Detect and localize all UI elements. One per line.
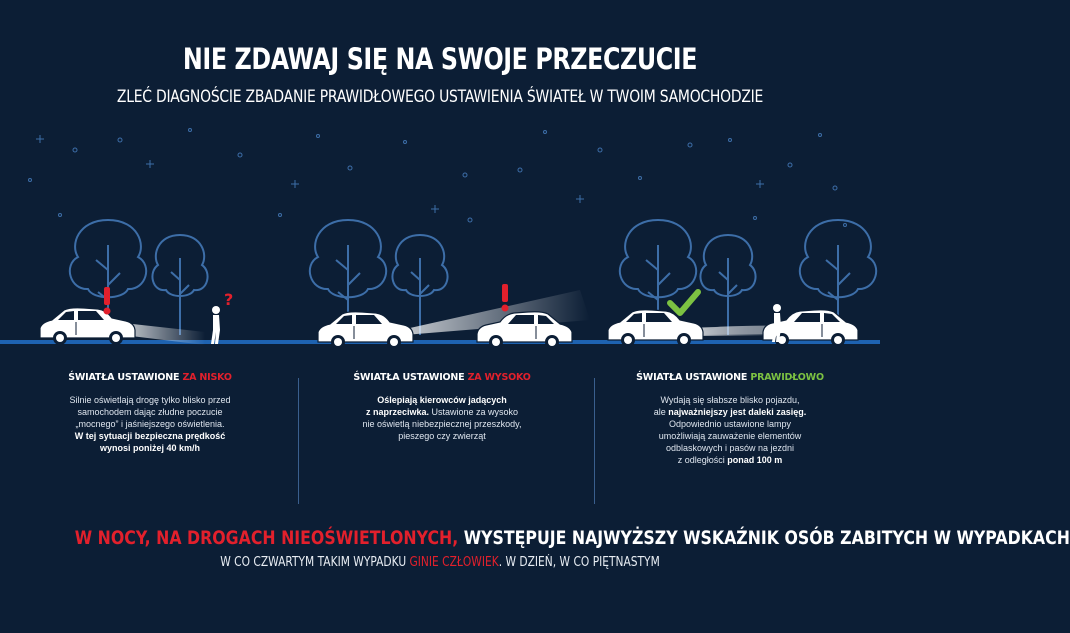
- column-heading: ŚWIATŁA USTAWIONE ZA NISKO: [68, 372, 232, 383]
- column-text: Wydają się słabsze blisko pojazdu, ale najważniejszy jest daleki zasięg. Odpowiednio ustawione lampy umożliwiają zauważenie elementów odblaskowych i pasów na jezdni z odległości ponad 100 m: [653, 395, 807, 465]
- checkmark-icon: [670, 292, 698, 313]
- info-column-too-high: [322, 372, 562, 442]
- info-column-too-low: [30, 372, 270, 454]
- column-divider: [594, 378, 595, 504]
- footer-subline: W CO CZWARTYM TAKIM WYPADKU GINIE CZŁOWIEK. W DZIEŃ, W CO PIĘTNASTYM: [220, 555, 660, 570]
- column-text: Oślepiają kierowców jadących z naprzeciwka. Ustawione za wysoko nie oświetlą niebezpiecznej przeszkody, pieszego czy zwierząt: [362, 395, 522, 441]
- exclamation-icon: [502, 284, 509, 312]
- question-icon: ?: [224, 290, 234, 309]
- column-text: Silnie oświetlają drogę tylko blisko przed samochodem dając złudne poczucie „mocnego” i jaśniejszego oświetlenia. W tej sytuacji bezpieczna prędkość wynosi poniżej 40 km/h: [69, 395, 231, 453]
- pedestrian-icon: [211, 306, 220, 344]
- stars: [29, 129, 847, 227]
- car-icon: [40, 308, 135, 345]
- road: [0, 340, 880, 344]
- page-title: NIE ZDAWAJ SIĘ NA SWOJE PRZECZUCIE: [182, 42, 698, 76]
- night-road-illustration: [0, 120, 880, 355]
- exclamation-icon: [104, 287, 111, 315]
- column-heading: ŚWIATŁA USTAWIONE PRAWIDŁOWO: [636, 372, 824, 383]
- info-column-correct: [610, 372, 850, 466]
- footer-headline: W NOCY, NA DROGACH NIEOŚWIETLONYCH, WYSTĘPUJE NAJWYŻSZY WSKAŹNIK OSÓB ZABITYCH W WYPADKACH: [74, 527, 1070, 549]
- column-heading: ŚWIATŁA USTAWIONE ZA WYSOKO: [353, 372, 531, 383]
- page-subtitle: ZLEĆ DIAGNOŚCIE ZBADANIE PRAWIDŁOWEGO USTAWIENIA ŚWIATEŁ W TWOIM SAMOCHODZIE: [116, 87, 764, 107]
- column-divider: [298, 378, 299, 504]
